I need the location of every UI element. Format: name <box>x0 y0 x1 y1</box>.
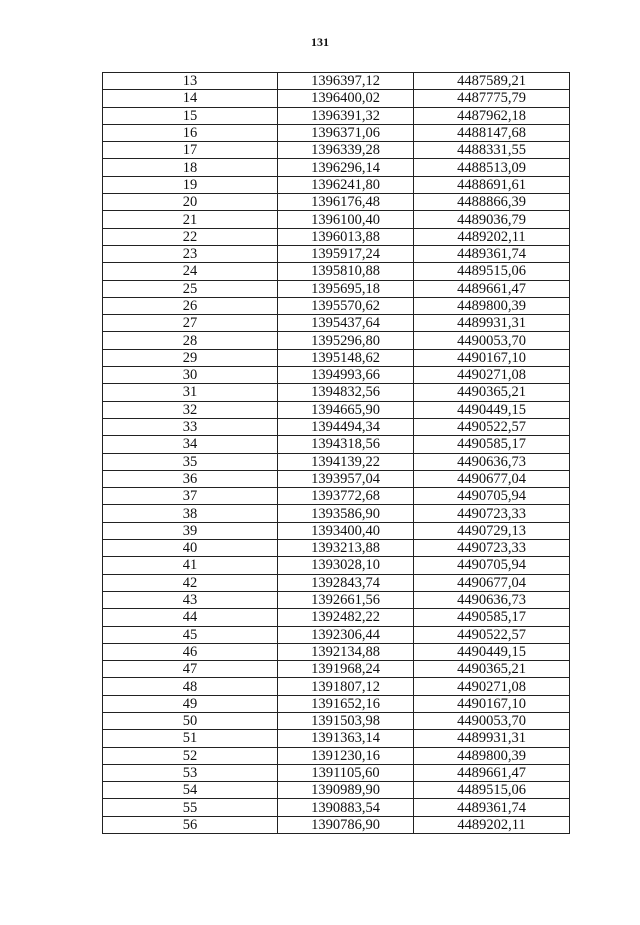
point-number-cell: 28 <box>103 332 278 349</box>
point-number-cell: 23 <box>103 245 278 262</box>
x-coordinate-cell: 1393400,40 <box>278 522 414 539</box>
x-coordinate-cell: 1391363,14 <box>278 730 414 747</box>
y-coordinate-cell: 4490449,15 <box>414 401 570 418</box>
x-coordinate-cell: 1395296,80 <box>278 332 414 349</box>
y-coordinate-cell: 4487589,21 <box>414 73 570 90</box>
y-coordinate-cell: 4490705,94 <box>414 557 570 574</box>
x-coordinate-cell: 1395810,88 <box>278 263 414 280</box>
table-row <box>103 540 570 557</box>
point-number-cell: 54 <box>103 782 278 799</box>
point-number-cell: 13 <box>103 73 278 90</box>
table-row <box>103 505 570 522</box>
y-coordinate-cell: 4489515,06 <box>414 263 570 280</box>
table-row <box>103 522 570 539</box>
point-number-cell: 26 <box>103 297 278 314</box>
table-row <box>103 124 570 141</box>
y-coordinate-cell: 4488513,09 <box>414 159 570 176</box>
x-coordinate-cell: 1392306,44 <box>278 626 414 643</box>
point-number-cell: 44 <box>103 609 278 626</box>
y-coordinate-cell: 4489515,06 <box>414 782 570 799</box>
point-number-cell: 48 <box>103 678 278 695</box>
x-coordinate-cell: 1396241,80 <box>278 176 414 193</box>
x-coordinate-cell: 1392482,22 <box>278 609 414 626</box>
x-coordinate-cell: 1394993,66 <box>278 367 414 384</box>
table-row <box>103 401 570 418</box>
x-coordinate-cell: 1394665,90 <box>278 401 414 418</box>
table-row <box>103 176 570 193</box>
x-coordinate-cell: 1393028,10 <box>278 557 414 574</box>
y-coordinate-cell: 4490167,10 <box>414 349 570 366</box>
y-coordinate-cell: 4489800,39 <box>414 747 570 764</box>
y-coordinate-cell: 4490053,70 <box>414 332 570 349</box>
point-number-cell: 55 <box>103 799 278 816</box>
x-coordinate-cell: 1396400,02 <box>278 90 414 107</box>
x-coordinate-cell: 1390989,90 <box>278 782 414 799</box>
x-coordinate-cell: 1394494,34 <box>278 418 414 435</box>
table-row <box>103 816 570 833</box>
x-coordinate-cell: 1392661,56 <box>278 591 414 608</box>
x-coordinate-cell: 1393772,68 <box>278 488 414 505</box>
point-number-cell: 45 <box>103 626 278 643</box>
x-coordinate-cell: 1393957,04 <box>278 470 414 487</box>
point-number-cell: 21 <box>103 211 278 228</box>
x-coordinate-cell: 1391968,24 <box>278 661 414 678</box>
point-number-cell: 16 <box>103 124 278 141</box>
point-number-cell: 17 <box>103 142 278 159</box>
table-row <box>103 263 570 280</box>
y-coordinate-cell: 4490522,57 <box>414 418 570 435</box>
x-coordinate-cell: 1392843,74 <box>278 574 414 591</box>
table-row <box>103 643 570 660</box>
point-number-cell: 25 <box>103 280 278 297</box>
table-row <box>103 280 570 297</box>
point-number-cell: 41 <box>103 557 278 574</box>
table-row <box>103 609 570 626</box>
x-coordinate-cell: 1390786,90 <box>278 816 414 833</box>
coordinates-table <box>102 72 570 834</box>
point-number-cell: 18 <box>103 159 278 176</box>
table-row <box>103 384 570 401</box>
point-number-cell: 50 <box>103 712 278 729</box>
table-row <box>103 747 570 764</box>
x-coordinate-cell: 1396339,28 <box>278 142 414 159</box>
table-row <box>103 626 570 643</box>
y-coordinate-cell: 4490705,94 <box>414 488 570 505</box>
table-row <box>103 453 570 470</box>
point-number-cell: 22 <box>103 228 278 245</box>
x-coordinate-cell: 1392134,88 <box>278 643 414 660</box>
point-number-cell: 46 <box>103 643 278 660</box>
point-number-cell: 51 <box>103 730 278 747</box>
point-number-cell: 42 <box>103 574 278 591</box>
table-row <box>103 730 570 747</box>
y-coordinate-cell: 4488691,61 <box>414 176 570 193</box>
y-coordinate-cell: 4489202,11 <box>414 228 570 245</box>
x-coordinate-cell: 1395148,62 <box>278 349 414 366</box>
y-coordinate-cell: 4489036,79 <box>414 211 570 228</box>
y-coordinate-cell: 4490365,21 <box>414 661 570 678</box>
table-row <box>103 228 570 245</box>
table-row <box>103 90 570 107</box>
y-coordinate-cell: 4488147,68 <box>414 124 570 141</box>
x-coordinate-cell: 1395695,18 <box>278 280 414 297</box>
point-number-cell: 49 <box>103 695 278 712</box>
point-number-cell: 29 <box>103 349 278 366</box>
y-coordinate-cell: 4490271,08 <box>414 678 570 695</box>
point-number-cell: 15 <box>103 107 278 124</box>
y-coordinate-cell: 4490053,70 <box>414 712 570 729</box>
table-row <box>103 73 570 90</box>
table-row <box>103 436 570 453</box>
x-coordinate-cell: 1394318,56 <box>278 436 414 453</box>
x-coordinate-cell: 1395917,24 <box>278 245 414 262</box>
y-coordinate-cell: 4488866,39 <box>414 194 570 211</box>
y-coordinate-cell: 4489800,39 <box>414 297 570 314</box>
table-row <box>103 678 570 695</box>
table-row <box>103 799 570 816</box>
table-row <box>103 470 570 487</box>
table-row <box>103 142 570 159</box>
y-coordinate-cell: 4490585,17 <box>414 436 570 453</box>
table-row <box>103 159 570 176</box>
table-row <box>103 418 570 435</box>
x-coordinate-cell: 1396100,40 <box>278 211 414 228</box>
table-row <box>103 488 570 505</box>
point-number-cell: 52 <box>103 747 278 764</box>
point-number-cell: 53 <box>103 764 278 781</box>
point-number-cell: 19 <box>103 176 278 193</box>
point-number-cell: 32 <box>103 401 278 418</box>
y-coordinate-cell: 4490271,08 <box>414 367 570 384</box>
x-coordinate-cell: 1396391,32 <box>278 107 414 124</box>
point-number-cell: 33 <box>103 418 278 435</box>
table-row <box>103 661 570 678</box>
table-row <box>103 574 570 591</box>
x-coordinate-cell: 1391230,16 <box>278 747 414 764</box>
y-coordinate-cell: 4490677,04 <box>414 574 570 591</box>
point-number-cell: 20 <box>103 194 278 211</box>
y-coordinate-cell: 4488331,55 <box>414 142 570 159</box>
x-coordinate-cell: 1396013,88 <box>278 228 414 245</box>
x-coordinate-cell: 1391652,16 <box>278 695 414 712</box>
y-coordinate-cell: 4490167,10 <box>414 695 570 712</box>
point-number-cell: 34 <box>103 436 278 453</box>
x-coordinate-cell: 1396397,12 <box>278 73 414 90</box>
table-row <box>103 591 570 608</box>
point-number-cell: 27 <box>103 315 278 332</box>
x-coordinate-cell: 1391503,98 <box>278 712 414 729</box>
x-coordinate-cell: 1394139,22 <box>278 453 414 470</box>
point-number-cell: 47 <box>103 661 278 678</box>
table-row <box>103 107 570 124</box>
point-number-cell: 40 <box>103 540 278 557</box>
y-coordinate-cell: 4490723,33 <box>414 540 570 557</box>
y-coordinate-cell: 4490723,33 <box>414 505 570 522</box>
y-coordinate-cell: 4490636,73 <box>414 591 570 608</box>
table-row <box>103 367 570 384</box>
point-number-cell: 24 <box>103 263 278 280</box>
table-row <box>103 695 570 712</box>
x-coordinate-cell: 1396371,06 <box>278 124 414 141</box>
x-coordinate-cell: 1390883,54 <box>278 799 414 816</box>
table-row <box>103 764 570 781</box>
x-coordinate-cell: 1395570,62 <box>278 297 414 314</box>
point-number-cell: 37 <box>103 488 278 505</box>
coordinates-table-body <box>103 73 570 834</box>
point-number-cell: 36 <box>103 470 278 487</box>
x-coordinate-cell: 1393213,88 <box>278 540 414 557</box>
table-row <box>103 557 570 574</box>
table-row <box>103 349 570 366</box>
x-coordinate-cell: 1396176,48 <box>278 194 414 211</box>
point-number-cell: 35 <box>103 453 278 470</box>
page-number: 131 <box>311 35 329 49</box>
y-coordinate-cell: 4489931,31 <box>414 315 570 332</box>
x-coordinate-cell: 1393586,90 <box>278 505 414 522</box>
point-number-cell: 43 <box>103 591 278 608</box>
y-coordinate-cell: 4489931,31 <box>414 730 570 747</box>
y-coordinate-cell: 4489361,74 <box>414 245 570 262</box>
x-coordinate-cell: 1394832,56 <box>278 384 414 401</box>
y-coordinate-cell: 4490365,21 <box>414 384 570 401</box>
table-row <box>103 782 570 799</box>
point-number-cell: 31 <box>103 384 278 401</box>
y-coordinate-cell: 4490677,04 <box>414 470 570 487</box>
table-row <box>103 211 570 228</box>
table-row <box>103 712 570 729</box>
x-coordinate-cell: 1391105,60 <box>278 764 414 781</box>
y-coordinate-cell: 4489361,74 <box>414 799 570 816</box>
y-coordinate-cell: 4490522,57 <box>414 626 570 643</box>
point-number-cell: 30 <box>103 367 278 384</box>
y-coordinate-cell: 4487775,79 <box>414 90 570 107</box>
x-coordinate-cell: 1391807,12 <box>278 678 414 695</box>
point-number-cell: 39 <box>103 522 278 539</box>
y-coordinate-cell: 4490585,17 <box>414 609 570 626</box>
y-coordinate-cell: 4489661,47 <box>414 280 570 297</box>
table-row <box>103 194 570 211</box>
y-coordinate-cell: 4490449,15 <box>414 643 570 660</box>
table-row <box>103 332 570 349</box>
x-coordinate-cell: 1395437,64 <box>278 315 414 332</box>
table-row <box>103 297 570 314</box>
point-number-cell: 38 <box>103 505 278 522</box>
x-coordinate-cell: 1396296,14 <box>278 159 414 176</box>
y-coordinate-cell: 4490729,13 <box>414 522 570 539</box>
y-coordinate-cell: 4490636,73 <box>414 453 570 470</box>
y-coordinate-cell: 4487962,18 <box>414 107 570 124</box>
point-number-cell: 14 <box>103 90 278 107</box>
point-number-cell: 56 <box>103 816 278 833</box>
y-coordinate-cell: 4489661,47 <box>414 764 570 781</box>
table-row <box>103 315 570 332</box>
table-row <box>103 245 570 262</box>
y-coordinate-cell: 4489202,11 <box>414 816 570 833</box>
